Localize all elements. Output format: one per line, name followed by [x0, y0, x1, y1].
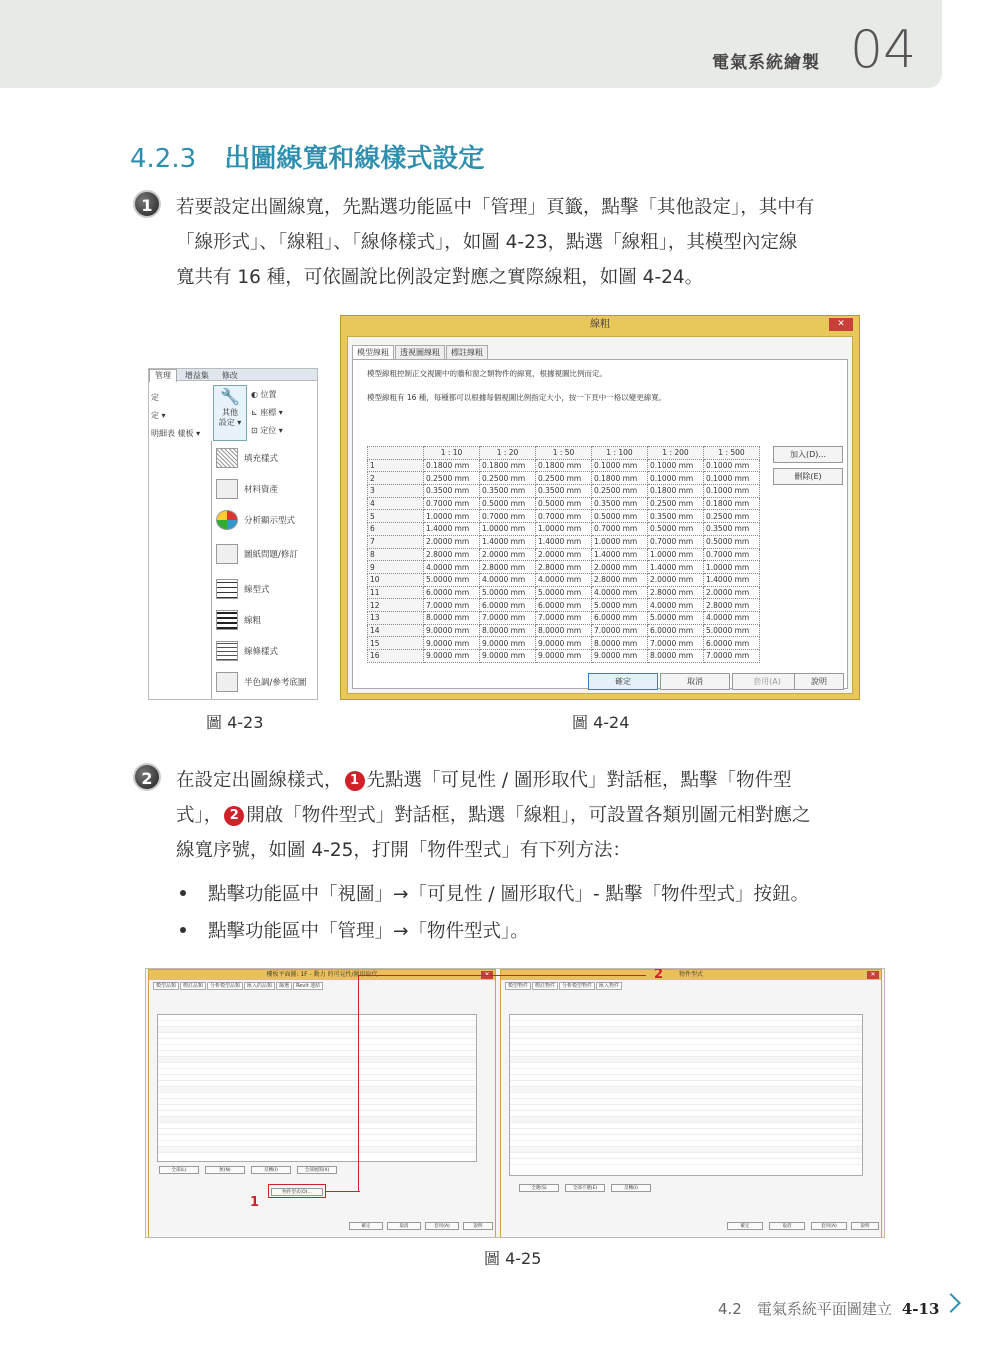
categories-grid [157, 1014, 477, 1162]
section-number: 4.2.3 [130, 144, 197, 174]
chevron-right-icon [941, 1293, 961, 1313]
line-weight-cell[interactable]: 6.0000 mm [424, 586, 480, 599]
location-button[interactable]: ◐ 位置 [251, 390, 277, 399]
step-2-line: 線寬序號，如圖 4-25，打開「物件型式」有下列方法： [176, 840, 631, 861]
menu-label: 材料資產 [244, 485, 279, 495]
ribbon-item[interactable]: 明細表 樣板 ▾ [151, 429, 201, 438]
text-span: 開啟「物件型式」對話框，點選「線粗」，可設置各類別圖元相對應之 [246, 805, 811, 826]
bullet-text: 點擊功能區中「管理」→「物件型式」。 [208, 921, 529, 942]
table-row [368, 611, 760, 624]
line-weight-cell[interactable]: 0.2500 mm [536, 472, 592, 485]
line-weight-cell[interactable]: 9.0000 mm [592, 650, 648, 663]
close-icon[interactable]: ✕ [829, 318, 853, 331]
line-weight-cell[interactable]: 4.0000 mm [480, 573, 536, 586]
row-number: 14 [368, 624, 424, 637]
line-weight-cell[interactable]: 1.0000 mm [648, 548, 704, 561]
line-weight-cell[interactable]: 0.1800 mm [704, 497, 760, 510]
step-2-line [176, 763, 896, 798]
step-1-paragraph [176, 190, 896, 295]
row-number: 3 [368, 485, 424, 498]
menu-item-line-patterns[interactable] [216, 576, 318, 602]
row-number: 12 [368, 599, 424, 612]
line-weight-cell[interactable]: 1.0000 mm [704, 561, 760, 574]
line-weight-cell[interactable]: 0.1000 mm [592, 459, 648, 472]
line-weight-cell[interactable]: 7.0000 mm [480, 611, 536, 624]
line-weight-cell[interactable]: 0.1000 mm [648, 459, 704, 472]
table-row [368, 459, 760, 472]
row-number: 9 [368, 561, 424, 574]
line-weight-cell[interactable]: 2.0000 mm [648, 573, 704, 586]
marker-1-icon: 1 [345, 771, 365, 791]
bullet-dot [180, 890, 186, 896]
column-header: 1 : 100 [592, 447, 648, 460]
page-number: 4-13 [901, 1300, 940, 1318]
add-button[interactable]: 加入(D)... [773, 446, 843, 463]
table-row [368, 497, 760, 510]
row-number: 8 [368, 548, 424, 561]
step-1-icon: 1 [133, 190, 161, 218]
line-weight-cell[interactable]: 8.0000 mm [648, 650, 704, 663]
mini-button[interactable]: 反轉(I) [611, 1184, 651, 1192]
connector-line [358, 975, 646, 976]
line-weight-cell[interactable]: 1.4000 mm [424, 523, 480, 536]
line-weight-cell[interactable]: 5.0000 mm [592, 599, 648, 612]
line-weight-cell[interactable]: 4.0000 mm [424, 561, 480, 574]
apply-button[interactable]: 套用(A) [732, 673, 802, 690]
line-weight-cell[interactable]: 2.0000 mm [592, 561, 648, 574]
table-row [368, 599, 760, 612]
menu-item-material-assets[interactable] [216, 476, 318, 502]
mini-button[interactable]: 無(N) [205, 1166, 245, 1174]
line-weight-cell[interactable]: 9.0000 mm [424, 637, 480, 650]
step-1-line: 「線形式」、「線粗」、「線條樣式」，如圖 4-23，點選「線粗」，其模型內定線 [176, 232, 798, 253]
connector-line [358, 975, 359, 1192]
dialog-tabs [352, 345, 489, 360]
menu-label: 填充樣式 [244, 454, 279, 464]
line-weight-cell[interactable]: 0.3500 mm [648, 510, 704, 523]
line-weight-cell[interactable]: 9.0000 mm [424, 624, 480, 637]
line-weight-cell[interactable]: 0.3500 mm [480, 485, 536, 498]
row-number: 16 [368, 650, 424, 663]
description-text: 模型線粗有 16 種，每種都可以根據每個視圖比例指定大小，按一下頁中一格以變更線寬。 [367, 393, 667, 402]
wrench-icon: 🔧 [220, 387, 240, 406]
coordinates-label: 座標 ▾ [260, 408, 283, 417]
line-weight-cell[interactable]: 9.0000 mm [536, 637, 592, 650]
tab-manage[interactable]: 管理 [149, 369, 177, 382]
other-settings-menu [211, 441, 318, 700]
line-weight-cell[interactable]: 2.0000 mm [480, 548, 536, 561]
menu-item-sheet-issues[interactable] [216, 541, 318, 567]
menu-item-line-weights[interactable] [216, 607, 318, 633]
table-row [368, 561, 760, 574]
line-weight-cell[interactable]: 0.5000 mm [704, 535, 760, 548]
row-number: 4 [368, 497, 424, 510]
close-icon[interactable]: ✕ [867, 971, 879, 979]
line-weight-cell[interactable]: 0.3500 mm [704, 523, 760, 536]
line-weight-cell[interactable]: 5.0000 mm [704, 624, 760, 637]
menu-item-halftone[interactable] [216, 669, 318, 695]
line-weight-cell[interactable]: 5.0000 mm [480, 586, 536, 599]
menu-item-fill-patterns[interactable] [216, 445, 318, 471]
line-weight-cell[interactable]: 6.0000 mm [480, 599, 536, 612]
help-button[interactable]: 說明 [794, 673, 844, 690]
line-weight-cell[interactable]: 1.0000 mm [592, 535, 648, 548]
line-weight-cell[interactable]: 5.0000 mm [424, 573, 480, 586]
line-weight-cell[interactable]: 0.3500 mm [424, 485, 480, 498]
menu-label: 線條樣式 [244, 647, 279, 657]
row-number: 10 [368, 573, 424, 586]
line-weight-icon [216, 610, 238, 630]
table-row [368, 586, 760, 599]
line-weight-cell[interactable]: 2.8000 mm [480, 561, 536, 574]
header-band [0, 0, 942, 88]
mini-button[interactable]: 套用(A) [425, 1222, 459, 1230]
mini-button[interactable]: 反轉(I) [251, 1166, 291, 1174]
line-weight-cell[interactable]: 0.1000 mm [704, 472, 760, 485]
mini-button[interactable]: 說明 [851, 1222, 879, 1230]
line-weight-cell[interactable]: 0.1800 mm [480, 459, 536, 472]
window-title-text: 物件型式 [678, 971, 703, 978]
description-text: 模型線粗控制正交視圖中的牆和窗之類物件的線寬，根據視圖比例而定。 [367, 369, 607, 378]
tab-addins[interactable]: 增益集 [184, 371, 209, 380]
line-weight-cell[interactable]: 1.0000 mm [480, 523, 536, 536]
mini-button[interactable]: 全選(S) [519, 1184, 559, 1192]
figure-4-23 [148, 368, 318, 700]
line-weight-cell[interactable]: 0.1800 mm [592, 472, 648, 485]
revision-icon [216, 544, 238, 564]
row-number: 11 [368, 586, 424, 599]
line-weight-cell[interactable]: 1.4000 mm [592, 548, 648, 561]
table-row [368, 523, 760, 536]
line-weight-cell[interactable]: 2.8000 mm [424, 548, 480, 561]
grid-row[interactable] [158, 1147, 476, 1153]
mini-button[interactable]: 全部(L) [159, 1166, 199, 1174]
line-weight-cell[interactable]: 2.0000 mm [704, 586, 760, 599]
table-row [368, 548, 760, 561]
line-weight-cell[interactable]: 0.7000 mm [648, 535, 704, 548]
mini-button[interactable]: 套用(A) [811, 1222, 847, 1230]
line-weight-cell[interactable]: 4.0000 mm [536, 573, 592, 586]
text-span: 先點選「可見性 / 圖形取代」對話框，點擊「物件型 [366, 770, 792, 791]
line-weight-cell[interactable]: 1.4000 mm [480, 535, 536, 548]
line-weights-dialog [340, 315, 860, 700]
fill-pattern-icon [216, 448, 238, 468]
menu-label: 線粗 [244, 616, 262, 626]
line-weight-cell[interactable]: 0.2500 mm [648, 497, 704, 510]
highlight-box [268, 1184, 326, 1198]
line-weight-cell[interactable]: 8.0000 mm [424, 611, 480, 624]
line-weight-cell[interactable]: 0.7000 mm [480, 510, 536, 523]
step-2-paragraph [176, 763, 896, 868]
line-weight-cell[interactable]: 0.5000 mm [592, 510, 648, 523]
line-weight-cell[interactable]: 1.4000 mm [704, 573, 760, 586]
tab-model-line-weights[interactable]: 模型線粗 [352, 345, 394, 360]
line-weight-cell[interactable]: 5.0000 mm [648, 611, 704, 624]
table-row [368, 573, 760, 586]
connector-line [326, 1191, 360, 1192]
text-span: 式」， [176, 805, 223, 826]
close-icon[interactable]: ✕ [481, 971, 493, 979]
material-icon [216, 479, 238, 499]
line-pattern-icon [216, 579, 238, 599]
line-weight-cell[interactable]: 4.0000 mm [704, 611, 760, 624]
line-weight-cell[interactable]: 0.2500 mm [480, 472, 536, 485]
mini-button[interactable]: 確定 [349, 1222, 383, 1230]
line-weight-cell[interactable]: 0.3500 mm [592, 497, 648, 510]
menu-label: 線型式 [244, 585, 270, 595]
line-weight-cell[interactable]: 7.0000 mm [704, 650, 760, 663]
menu-item-analysis-display[interactable] [216, 507, 318, 533]
column-header: 1 : 20 [480, 447, 536, 460]
delete-button[interactable]: 刪除(E) [773, 468, 843, 485]
line-weight-cell[interactable]: 4.0000 mm [648, 599, 704, 612]
bullet-item [180, 880, 809, 906]
mini-button[interactable]: 取消 [387, 1222, 421, 1230]
step-2-icon: 2 [133, 763, 161, 791]
text-span: 在設定出圖線樣式， [176, 770, 343, 791]
column-header: 1 : 200 [648, 447, 704, 460]
line-weight-cell[interactable]: 5.0000 mm [536, 586, 592, 599]
table-row [368, 472, 760, 485]
bullet-item [180, 917, 529, 943]
position-button[interactable]: ⊡ 定位 ▾ [251, 426, 283, 435]
step-1-line: 若要設定出圖線寬，先點選功能區中「管理」頁籤，點擊「其他設定」，其中有 [176, 197, 815, 218]
marker-2-icon: 2 [224, 806, 244, 826]
ok-button[interactable]: 確定 [588, 673, 658, 690]
line-weight-cell[interactable]: 0.5000 mm [648, 523, 704, 536]
line-weight-cell[interactable]: 0.1800 mm [648, 485, 704, 498]
row-number: 13 [368, 611, 424, 624]
line-weight-cell[interactable]: 6.0000 mm [536, 599, 592, 612]
row-number: 5 [368, 510, 424, 523]
table-row [368, 650, 760, 663]
line-weight-cell[interactable]: 4.0000 mm [592, 586, 648, 599]
menu-label: 分析顯示型式 [244, 516, 296, 526]
line-weight-cell[interactable]: 0.7000 mm [424, 497, 480, 510]
line-weight-cell[interactable]: 6.0000 mm [648, 624, 704, 637]
mini-tabs: 模型物件 標註物件 分析模型物件 匯入物件 [501, 980, 881, 991]
figure-caption: 圖 4-25 [484, 1249, 542, 1268]
line-weight-cell[interactable]: 1.4000 mm [648, 561, 704, 574]
menu-label: 圖紙問題/修訂 [244, 550, 298, 560]
line-weight-cell[interactable]: 0.5000 mm [536, 497, 592, 510]
line-weight-cell[interactable]: 0.1800 mm [424, 459, 480, 472]
line-weight-cell[interactable]: 0.7000 mm [592, 523, 648, 536]
line-weight-cell[interactable]: 8.0000 mm [536, 624, 592, 637]
ribbon-item[interactable]: 定 [151, 393, 159, 402]
menu-label: 半色調/參考底圖 [244, 678, 307, 688]
line-weight-cell[interactable]: 0.1000 mm [704, 459, 760, 472]
figure-caption: 圖 4-23 [206, 713, 264, 732]
mini-button[interactable]: 說明 [463, 1222, 493, 1230]
position-label: 定位 ▾ [260, 426, 283, 435]
location-label: 位置 [260, 390, 277, 399]
row-number: 1 [368, 459, 424, 472]
line-weight-cell[interactable]: 8.0000 mm [592, 637, 648, 650]
line-weight-cell[interactable]: 8.0000 mm [480, 624, 536, 637]
line-style-icon [216, 641, 238, 661]
window-title-text: 樓板平面圖: 1F - 動力 的可見性/圖形取代 [266, 971, 378, 978]
line-weight-cell[interactable]: 2.8000 mm [704, 599, 760, 612]
footer-section: 4.2 電氣系統平面圖建立 [718, 1300, 892, 1318]
row-number: 2 [368, 472, 424, 485]
line-weight-cell[interactable]: 2.8000 mm [592, 573, 648, 586]
section-title-text: 出圖線寬和線樣式設定 [224, 144, 485, 174]
line-weight-cell[interactable]: 6.0000 mm [592, 611, 648, 624]
line-weights-table [367, 446, 760, 663]
line-weight-cell[interactable]: 0.3500 mm [536, 485, 592, 498]
line-weight-cell[interactable]: 7.0000 mm [424, 599, 480, 612]
grid-row[interactable] [510, 1159, 862, 1165]
section-title [130, 138, 484, 175]
dialog-title: 線粗 [590, 319, 610, 330]
halftone-icon [216, 672, 238, 692]
line-weight-cell[interactable]: 7.0000 mm [648, 637, 704, 650]
line-weight-cell[interactable]: 0.2500 mm [704, 510, 760, 523]
row-number: 7 [368, 535, 424, 548]
mini-tabs: 模型品類 標註品類 分析模型品類 匯入的品類 篩選 Revit 連結 [149, 980, 495, 991]
footer [718, 1298, 939, 1319]
tab-modify[interactable]: 修改 [221, 371, 238, 380]
object-styles-dialog [500, 969, 882, 1238]
corner-cell [368, 447, 424, 460]
line-weight-cell[interactable]: 7.0000 mm [592, 624, 648, 637]
menu-item-line-styles[interactable] [216, 638, 318, 664]
line-weight-cell[interactable]: 0.5000 mm [480, 497, 536, 510]
analysis-icon [216, 510, 238, 530]
line-weight-cell[interactable]: 9.0000 mm [424, 650, 480, 663]
figure-4-25 [145, 968, 885, 1238]
model-line-weights-panel [352, 359, 848, 689]
table-row [368, 510, 760, 523]
line-weight-cell[interactable]: 0.1800 mm [536, 459, 592, 472]
ribbon-tabs [149, 369, 318, 381]
coordinates-button[interactable]: ⊾ 座標 ▾ [251, 408, 283, 417]
column-header: 1 : 500 [704, 447, 760, 460]
marker-1-label: 1 [250, 1195, 260, 1210]
line-weight-cell[interactable]: 0.1000 mm [648, 472, 704, 485]
object-styles-grid [509, 1014, 863, 1176]
object-styles-button[interactable]: 物件型式(O)... [271, 1188, 323, 1196]
table-row [368, 637, 760, 650]
line-weight-cell[interactable]: 1.4000 mm [536, 535, 592, 548]
dialog-body [347, 336, 853, 694]
figure-caption: 圖 4-24 [572, 713, 630, 732]
line-weight-cell[interactable]: 7.0000 mm [536, 611, 592, 624]
bullet-dot [180, 927, 186, 933]
line-weight-cell[interactable]: 9.0000 mm [480, 650, 536, 663]
mini-button[interactable]: 確定 [727, 1222, 763, 1230]
mini-button[interactable]: 全部不選(E) [565, 1184, 605, 1192]
table-header-row [368, 447, 760, 460]
line-weight-cell[interactable]: 9.0000 mm [480, 637, 536, 650]
ribbon-item[interactable]: 定 ▾ [151, 411, 166, 420]
chapter-number: 04 [850, 20, 917, 80]
line-weight-cell[interactable]: 2.0000 mm [536, 548, 592, 561]
line-weight-cell[interactable]: 2.8000 mm [648, 586, 704, 599]
column-header: 1 : 50 [536, 447, 592, 460]
row-number: 15 [368, 637, 424, 650]
tab-perspective-line-weights[interactable]: 透視圖線粗 [395, 345, 445, 360]
mini-button[interactable]: 全部展開(X) [297, 1166, 337, 1174]
column-header: 1 : 10 [424, 447, 480, 460]
line-weight-cell[interactable]: 0.7000 mm [536, 510, 592, 523]
line-weight-cell[interactable]: 6.0000 mm [704, 637, 760, 650]
line-weight-cell[interactable]: 0.2500 mm [424, 472, 480, 485]
mini-button[interactable]: 取消 [769, 1222, 805, 1230]
step-1-line: 寬共有 16 種，可依圖說比例設定對應之實際線粗，如圖 4-24。 [176, 267, 704, 288]
tab-annotation-line-weights[interactable]: 標註線粗 [446, 345, 488, 360]
row-number: 6 [368, 523, 424, 536]
line-weight-cell[interactable]: 9.0000 mm [536, 650, 592, 663]
chapter-title: 電氣系統繪製 [712, 53, 820, 73]
line-weight-cell[interactable]: 1.0000 mm [536, 523, 592, 536]
cancel-button[interactable]: 取消 [660, 673, 730, 690]
other-settings-button[interactable] [213, 385, 247, 441]
line-weight-cell[interactable]: 0.7000 mm [704, 548, 760, 561]
bullet-text: 點擊功能區中「視圖」→「可見性 / 圖形取代」- 點擊「物件型式」按鈕。 [208, 884, 810, 905]
table-row [368, 624, 760, 637]
line-weight-cell[interactable]: 2.0000 mm [424, 535, 480, 548]
line-weight-cell[interactable]: 0.2500 mm [592, 485, 648, 498]
ribbon-left-items [151, 389, 200, 443]
other-settings-label: 其他 設定 ▾ [218, 408, 242, 427]
marker-2-label: 2 [654, 968, 664, 982]
line-weight-cell[interactable]: 2.8000 mm [536, 561, 592, 574]
table-row [368, 535, 760, 548]
line-weight-cell[interactable]: 0.1000 mm [704, 485, 760, 498]
line-weight-cell[interactable]: 1.0000 mm [424, 510, 480, 523]
step-2-line [176, 798, 896, 833]
table-row [368, 485, 760, 498]
